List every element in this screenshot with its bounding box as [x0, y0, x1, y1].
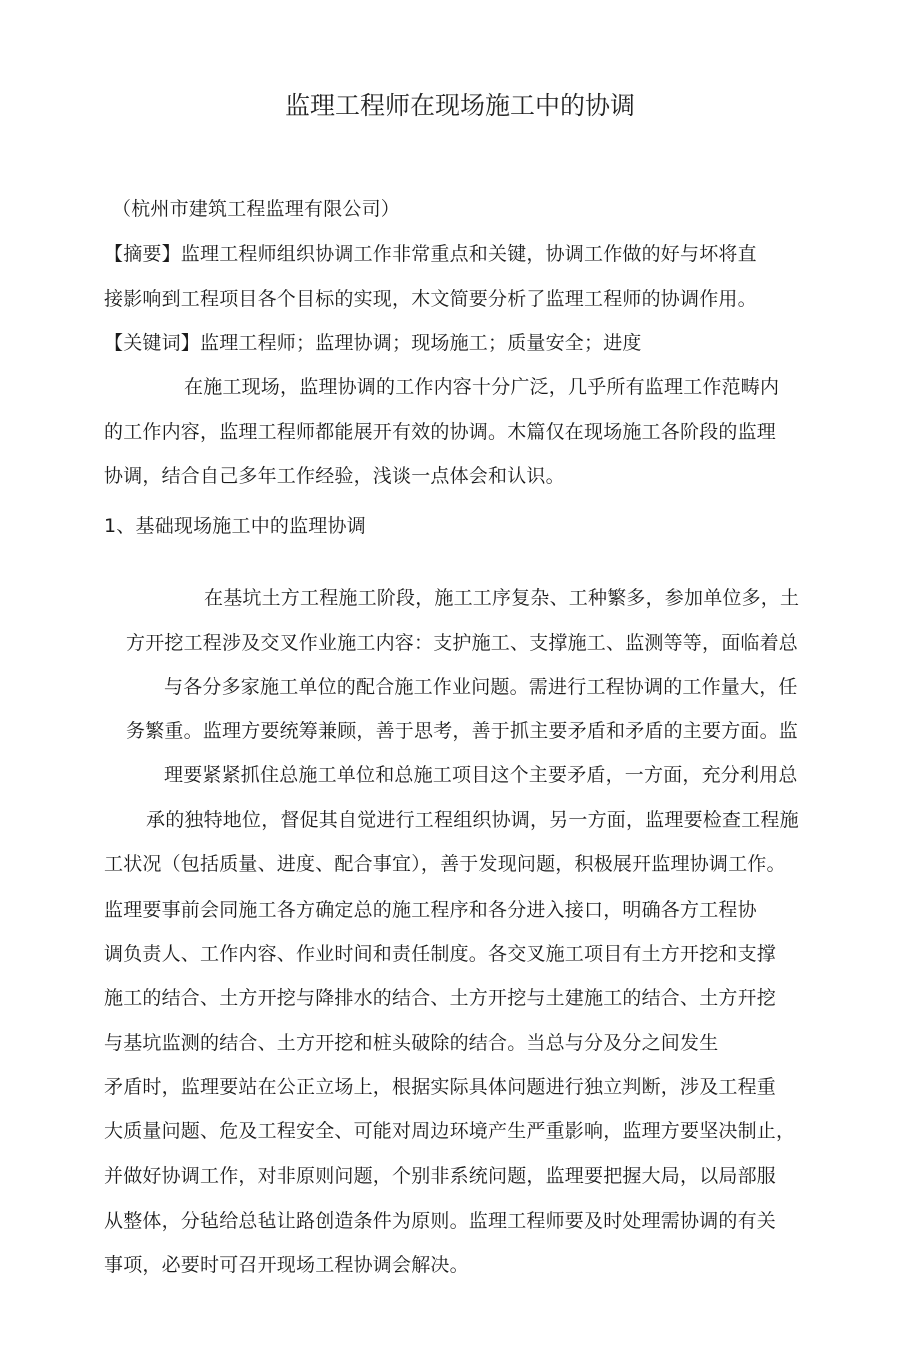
- body-line: 在基坑土方工程施工阶段，施工工序复杂、工种繁多，参加单位多，土: [204, 587, 800, 609]
- body-line: 理要紧紧抓住总施工单位和总施工项目这个主要矛盾，一方面，充分利用总: [164, 764, 798, 786]
- intro-line: 的工作内容，监理工程师都能展开有效的协调。木篇仅在现场施工各阶段的监理: [104, 421, 777, 443]
- section-heading: 1、基础现场施工中的监理协调: [104, 515, 366, 537]
- body-line: 大质量问题、危及工程安全、可能对周边环境产生严重影响，监理方要坚决制止，: [104, 1120, 796, 1142]
- body-line: 监理要事前会同施工各方确定总的施工程序和各分进入接口，明确各方工程协: [104, 899, 757, 921]
- body-line: 承的独特地位，督促其自觉进行工程组织协调，另一方面，监理要检查工程施: [146, 809, 799, 831]
- keywords-line: 【关键词】监理工程师；监理协调；现场施工；质量安全；进度: [104, 332, 642, 354]
- body-line: 事项，必要时可召开现场工程协调会解决。: [104, 1254, 469, 1276]
- body-line: 调负责人、工作内容、作业时间和责任制度。各交叉施工项目有土方开挖和支撑: [104, 943, 777, 965]
- body-line: 方开挖工程涉及交叉作业施工内容：支护施工、支撑施工、监测等等，面临着总: [126, 632, 799, 654]
- body-line: 与各分多家施工单位的配合施工作业问题。需进行工程协调的工作量大，任: [164, 676, 798, 698]
- body-line: 务繁重。监理方要统筹兼顾，善于思考，善于抓主要矛盾和矛盾的主要方面。监: [126, 720, 799, 742]
- body-line: 工状况（包括质量、进度、配合事宜），善于发现问题，积极展幵监理协调工作。: [104, 853, 786, 875]
- intro-line: 在施工现场，监理协调的工作内容十分广泛，几乎所有监理工作范畴内: [184, 376, 780, 398]
- document-title: 监理工程师在现场施工中的协调: [284, 91, 635, 120]
- body-line: 矛盾时，监理要站在公正立场上，根据实际具体问题进行独立判断，涉及工程重: [104, 1076, 777, 1098]
- intro-line: 协调，结合自己多年工作经验，浅谈一点体会和认识。: [104, 465, 565, 487]
- abstract-line: 接影响到工程项目各个目标的实现，木文简要分析了监理工程师的协调作用。: [104, 288, 757, 310]
- body-line: 从整体，分毡给总毡让路创造条件为原则。监理工程师要及时处理需协调的有关: [104, 1210, 777, 1232]
- body-line: 与基坑监测的结合、土方开挖和桩头破除的结合。当总与分及分之间发生: [104, 1032, 719, 1054]
- org-line: （杭州市建筑工程监理有限公司）: [112, 198, 401, 220]
- abstract-line: 【摘要】监理工程师组织协调工作非常重点和关键，协调工作做的好与坏将直: [104, 243, 757, 265]
- body-line: 并做好协调工作，对非原则问题，个别非系统问题，监理要把握大局，以局部服: [104, 1165, 777, 1187]
- body-line: 施工的结合、土方开挖与降排水的结合、土方开挖与土建施工的结合、土方幵挖: [104, 987, 777, 1009]
